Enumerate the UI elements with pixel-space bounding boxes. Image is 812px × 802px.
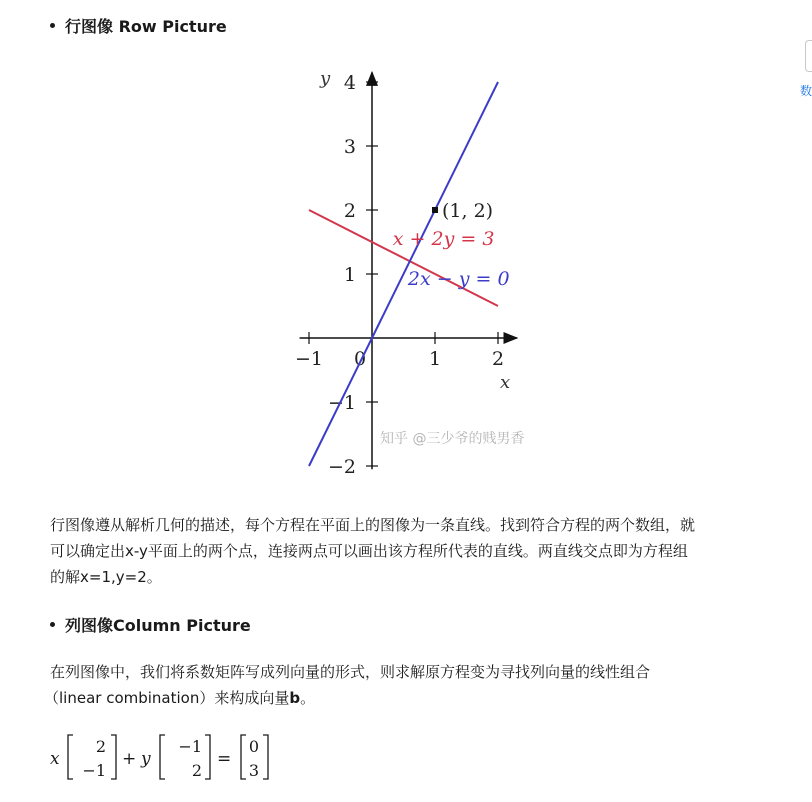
y-tick-label: −1 <box>327 392 356 414</box>
y-tick-label: 2 <box>343 200 356 222</box>
eq-entry: −1 <box>178 737 202 756</box>
bracket-left-icon <box>68 735 73 779</box>
paragraph-row-picture <box>50 512 770 590</box>
x-tick-label: −1 <box>294 348 324 370</box>
section-heading-row-picture <box>50 14 227 37</box>
bracket-left-icon <box>160 735 165 779</box>
side-panel-label[interactable]: 数 <box>799 84 812 98</box>
bracket-right-icon <box>205 735 210 779</box>
eq-plus: + <box>122 749 137 769</box>
eq-entry: 3 <box>248 761 259 780</box>
equation-svg <box>46 728 286 788</box>
vector-b: b <box>289 689 301 707</box>
x-tick-label: 2 <box>491 348 505 370</box>
eq-variable-y: y <box>141 749 151 769</box>
eq-entry: 2 <box>191 761 202 780</box>
bracket-left-icon <box>241 735 246 779</box>
eq-entry: 2 <box>95 737 106 756</box>
y-tick-label: 4 <box>343 72 356 94</box>
eq-entry: −1 <box>82 761 106 780</box>
paragraph-line: （linear combination）来构成向量b。 <box>44 689 316 707</box>
watermark-text: 知乎 @三少爷的贱男香 <box>380 431 525 448</box>
bullet-icon <box>50 23 55 28</box>
y-tick-label: 1 <box>343 264 356 286</box>
series-line <box>309 210 498 306</box>
y-tick-label: −2 <box>327 456 356 478</box>
bullet-icon <box>50 622 55 627</box>
x-tick-label: 0 <box>353 348 367 370</box>
y-axis-label: y <box>320 68 331 89</box>
heading-text: 列图像Column Picture <box>65 616 251 635</box>
bracket-right-icon <box>263 735 268 779</box>
paragraph-column-picture <box>44 659 770 711</box>
y-tick-label: 3 <box>343 136 356 158</box>
row-picture-figure <box>280 60 560 490</box>
heading-text: 行图像 Row Picture <box>65 17 227 36</box>
eq-variable-x: x <box>50 749 60 769</box>
plot-svg <box>280 60 560 490</box>
paragraph-line: 的解x=1,y=2。 <box>50 568 162 586</box>
line1-label: x + 2y = 3 <box>392 227 495 250</box>
x-axis-label: x <box>500 372 511 393</box>
section-heading-column-picture <box>50 613 251 636</box>
line2-label: 2x − y = 0 <box>407 268 510 291</box>
intersection-point <box>432 207 438 213</box>
bracket-right-icon <box>111 735 116 779</box>
x-tick-label: 1 <box>428 348 442 370</box>
paragraph-line: 行图像遵从解析几何的描述，每个方程在平面上的图像为一条直线。找到符合方程的两个数组，就 <box>50 516 696 534</box>
side-panel-tab[interactable] <box>805 40 812 72</box>
paragraph-line: 在列图像中，我们将系数矩阵写成列向量的形式，则求解原方程变为寻找列向量的线性组合 <box>50 663 651 681</box>
column-equation <box>46 728 286 788</box>
paragraph-line: 可以确定出x-y平面上的两个点，连接两点可以画出该方程所代表的直线。两直线交点即为方程组 <box>50 542 688 560</box>
point-label: (1, 2) <box>442 200 494 222</box>
eq-entry: 0 <box>248 737 259 756</box>
eq-equals: = <box>217 749 232 769</box>
